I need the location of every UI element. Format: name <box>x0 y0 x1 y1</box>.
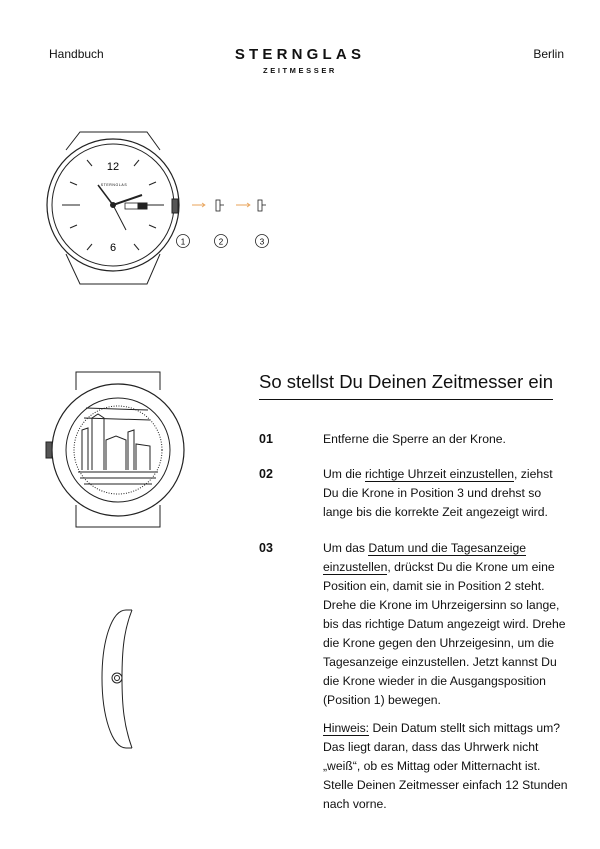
step-link-date: Datum und die Tagesanzeige einzustellen <box>323 541 527 574</box>
note-text: Dein Datum stellt sich mittags um? Das liegt daran, dass das Uhrwerk nicht „weiß“, ob es Mittag oder Mitternacht ist. Stelle Deinen Zeitmesser einfach 12 Stunden nach vorne. <box>323 721 568 811</box>
step-link-time: richtige Uhrzeit einzustellen <box>365 467 515 481</box>
step-text-post: , drückst Du die Krone um eine Position ein, damit sie in Position 2 steht. Drehe die Krone im Uhrzeigersinn so lange, bis das richtige Datum angezeigt wird. Drehe die Krone gegen den Uhrzeigesinn, um die Tagesanzeige einzustellen. Jetzt kannst Du die Krone wieder in die Ausgangsposition (Position 1) bewegen. <box>323 560 566 707</box>
step-text-pre: Um die <box>323 467 365 481</box>
dial-brand-label: STERNGLAS <box>100 183 128 187</box>
brand-name: STERNGLAS <box>234 46 366 63</box>
dial-six-label: 6 <box>109 242 117 254</box>
note-paragraph <box>323 719 573 814</box>
brand-subtitle: ZEITMESSER <box>263 66 337 75</box>
step-number: 02 <box>259 467 273 481</box>
note-label: Hinweis: <box>323 721 370 735</box>
step-02 <box>259 465 569 522</box>
step-03 <box>259 539 569 710</box>
dial-twelve-label: 12 <box>106 161 120 173</box>
header-left-label: Handbuch <box>49 47 104 61</box>
watch-back-illustration <box>46 372 184 527</box>
watch-front-illustration <box>47 132 179 284</box>
position-1-label: 1 <box>180 237 186 247</box>
watch-side-illustration <box>102 610 132 748</box>
header-right-label: Berlin <box>533 47 564 61</box>
step-text <box>323 539 569 710</box>
step-number: 01 <box>259 432 273 446</box>
page-title: So stellst Du Deinen Zeitmesser ein <box>259 371 553 400</box>
step-number: 03 <box>259 541 273 555</box>
position-2-label: 2 <box>218 237 224 247</box>
step-text <box>323 465 569 522</box>
step-text-post: , ziehst Du die Krone in Position 3 und drehst so lange bis die korrekte Zeit angezeigt wird. <box>323 467 553 519</box>
step-01 <box>259 430 569 449</box>
step-text-pre: Um das <box>323 541 369 555</box>
position-3-label: 3 <box>259 237 265 247</box>
step-text: Entferne die Sperre an der Krone. <box>323 432 506 446</box>
